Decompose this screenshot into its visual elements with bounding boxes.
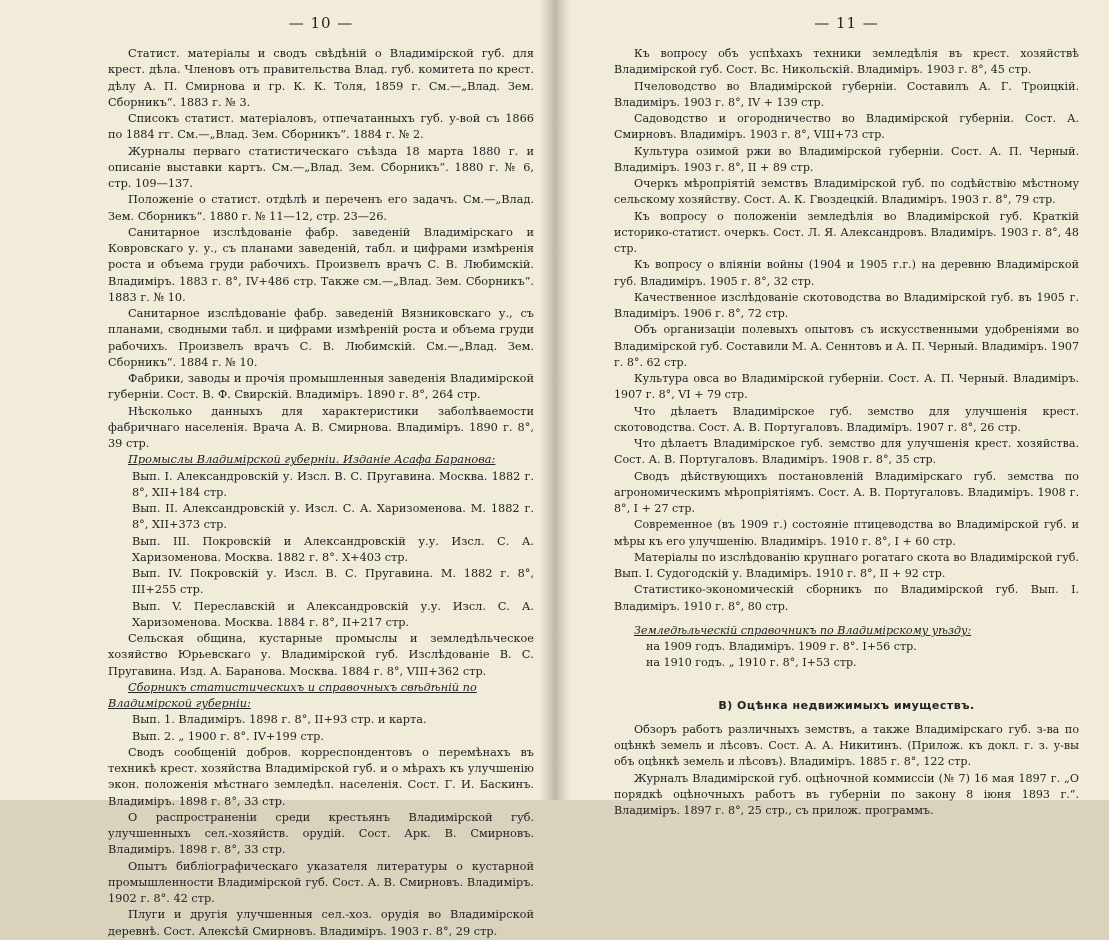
list-item: Очеркъ мѣропріятій земствъ Владимірской губ. по содѣйствію мѣстному сельскому хозяйству. Сост. А. К. Гвоздецкій. Владиміръ. 1903 г. 8°, 79 стр. (614, 177, 1079, 207)
list-item: Журналъ Владимірской губ. оцѣночной коммиссіи (№ 7) 16 мая 1897 г. „О порядкѣ оцѣночныхъ работъ въ губерніи по закону 8 іюня 1893 г.“. Владиміръ. 1897 г. 8°, 25 стр., съ прилож. программъ. (614, 771, 1079, 817)
list-item: Обзоръ работъ различныхъ земствъ, а также Владимірскаго губ. з-ва по оцѣнкѣ земель и лѣсовъ. Сост. А. А. Никитинъ. (Прилож. къ докл. г. з. у-вы объ оцѣнкѣ земель и лѣсовъ). Владиміръ. 1885 г. 8°, 122 стр. (614, 722, 1079, 769)
list-item: Опытъ библіографическаго указателя литературы о кустарной промышленности Владимірской губ. Сост. А. В. Смирновъ. Владиміръ. 1902 г. 8°. 42 стр. (108, 859, 534, 905)
list-item: Къ вопросу объ успѣхахъ техники земледѣлія въ крест. хозяйствѣ Владимірской губ. Сост. Вс. Никольскій. Владиміръ. 1903 г. 8°, 45 стр. (614, 47, 1079, 77)
list-item: Вып. II. Александровскій у. Изсл. С. А. Харизоменова. М. 1882 г. 8°, XII+373 стр. (132, 502, 534, 532)
list-item: Современное (въ 1909 г.) состояніе птицеводства во Владимірской губ. и мѣры къ его улучшенію. Владиміръ. 1910 г. 8°, I + 60 стр. (614, 518, 1079, 548)
list-item: Вып. IV. Покровскій у. Изсл. В. С. Пругавина. М. 1882 г. 8°, III+255 стр. (132, 567, 534, 597)
list-item: Сводъ сообщеній добров. корреспондентовъ о перемѣнахъ въ техникѣ крест. хозяйства Владимірской губ. и о мѣрахъ къ улучшенію экон. положенія мѣстнаго земледѣл. населенія. Сост. Г. И. Баскинъ. Владиміръ. 1898 г. 8°, 33 стр. (108, 745, 534, 808)
list-item: Статист. матеріалы и сводъ свѣдѣній о Владимірской губ. для крест. дѣла. Членовъ отъ правительства Влад. губ. комитета по крест. дѣлу А. П. Смирнова и гр. К. К. Толя, 1859 г. См.—„Влад. Зем. Сборникъ“. 1883 г. № 3. (108, 47, 534, 109)
list-item: Положеніе о статист. отдѣлѣ и переченъ его задачъ. См.—„Влад. Зем. Сборникъ“. 1880 г. № 11—12, стр. 23—26. (108, 193, 534, 223)
list-item: Вып. 1. Владиміръ. 1898 г. 8°, II+93 стр. и карта. (132, 713, 427, 727)
list-item: Къ вопросу о положеніи земледѣлія во Владимірской губ. Краткій историко-статист. очеркъ. Сост. Л. Я. Александровъ. Владиміръ. 1903 г. 8°, 48 стр. (614, 209, 1079, 255)
section-heading (108, 680, 534, 713)
list-item: Къ вопросу о вліяніи войны (1904 и 1905 г.г.) на деревню Владимірской губ. Владиміръ. 1905 г. 8°, 32 стр. (614, 258, 1079, 288)
list-item: Плуги и другія улучшенныя сел.-хоз. орудія во Владимірской деревнѣ. Сост. Алексѣй Смирновъ. Владиміръ. 1903 г. 8°, 29 стр. (108, 908, 534, 938)
list-item: Что дѣлаетъ Владимірское губ. земство для улучшенія крест. скотоводства. Сост. А. В. Португаловъ. Владиміръ. 1907 г. 8°, 26 стр. (614, 404, 1079, 434)
section-heading (614, 623, 1079, 639)
left-entries (108, 46, 534, 940)
list-item: Вып. I. Александровскій у. Изсл. В. С. Пругавина. Москва. 1882 г. 8°, XII+184 стр. (132, 469, 534, 499)
page-number-left: — 10 — (288, 14, 354, 32)
right-page (552, 0, 1109, 817)
list-item: Сводъ дѣйствующихъ постановленій Владимірскаго губ. земства по агрономическимъ мѣропріятіямъ. Сост. А. В. Португаловъ. Владиміръ. 1908 г. 8°, I + 27 стр. (614, 469, 1079, 515)
list-item: Статистико-экономическій сборникъ по Владимірской губ. Вып. I. Владиміръ. 1910 г. 8°, 80 стр. (614, 583, 1079, 613)
list-item: Вып. III. Покровскій и Александровскій у.у. Изсл. С. А. Харизоменова. Москва. 1882 г. 8°. X+403 стр. (132, 534, 534, 564)
list-item: Культура озимой ржи во Владимірской губерніи. Сост. А. П. Черный. Владиміръ. 1903 г. 8°, II + 89 стр. (614, 144, 1079, 174)
spravochnik-heading: Земледѣльческій справочникъ по Владимірскому уѣзду: (634, 623, 972, 637)
list-item: Вып. 2. „ 1900 г. 8°. IV+199 стр. (132, 729, 324, 743)
list-item: Сельская община, кустарные промыслы и земледѣльческое хозяйство Юрьевскаго у. Владимірской губ. Изслѣдованіе В. С. Пругавина. Изд. А. Баранова. Москва. 1884 г. 8°, VIII+362 стр. (108, 632, 534, 678)
list-item: Фабрики, заводы и прочія промышленныя заведенія Владимірской губерніи. Сост. В. Ф. Свирскій. Владиміръ. 1890 г. 8°, 264 стр. (108, 372, 534, 402)
section-title: В) Оцѣнка недвижимыхъ имуществъ. (718, 698, 975, 712)
list-item: Санитарное изслѣдованіе фабр. заведеній Владимірскаго и Ковровскаго у. у., съ планами заведеній, табл. и цифрами измѣренія роста и объема груди рабочихъ. Произвелъ врачъ С. В. Любимскій. Владиміръ. 1883 г. 8°, IV+486 стр. Также см.—„Влад. Зем. Сборникъ“. 1883 г. № 10. (108, 225, 534, 304)
left-page (0, 0, 552, 938)
list-item: на 1909 годъ. Владиміръ. 1909 г. 8°. I+56 стр. (646, 640, 917, 653)
sbornik-heading: Сборникъ статистическихъ и справочныхъ свѣдѣній по Владимірской губерніи: (108, 680, 477, 710)
page-number-right: — 11 — (814, 14, 879, 32)
list-item: Что дѣлаетъ Владимірское губ. земство для улучшенія крест. хозяйства. Сост. А. В. Португаловъ. Владиміръ. 1908 г. 8°, 35 стр. (614, 437, 1079, 467)
list-item: Матеріалы по изслѣдованію крупнаго рогатаго скота во Владимірской губ. Вып. I. Судогодскій у. Владиміръ. 1910 г. 8°, II + 92 стр. (614, 550, 1079, 580)
list-item: Нѣсколько данныхъ для характеристики заболѣваемости фабричнаго населенія. Врача А. В. Смирнова. Владиміръ. 1890 г. 8°, 39 стр. (108, 404, 534, 450)
section-heading (108, 452, 534, 468)
list-item: Качественное изслѣдованіе скотоводства во Владимірской губ. въ 1905 г. Владиміръ. 1906 г. 8°, 72 стр. (614, 290, 1079, 320)
list-item: Вып. V. Переславскій и Александровскій у.у. Изсл. С. А. Харизоменова. Москва. 1884 г. 8°, II+217 стр. (132, 599, 534, 629)
right-entries (614, 46, 1079, 819)
promysly-heading: Промыслы Владимірской губерніи. Изданіе Асафа Баранова: (128, 453, 496, 467)
list-item: Журналы перваго статистическаго съѣзда 18 марта 1880 г. и описаніе выставки картъ. См.—„Влад. Зем. Сборникъ“. 1880 г. № 6, стр. 109—137. (108, 144, 534, 190)
list-item: Пчеловодство во Владимірской губерніи. Составилъ А. Г. Троицкій. Владиміръ. 1903 г. 8°, IV + 139 стр. (614, 79, 1079, 109)
list-item: Объ организаціи полевыхъ опытовъ съ искусственными удобреніями во Владимірской губ. Составили М. А. Сеннтовъ и А. П. Черный. Владиміръ. 1907 г. 8°. 62 стр. (614, 323, 1079, 369)
list-item: Садоводство и огородничество во Владимірской губерніи. Сост. А. Смирновъ. Владиміръ. 1903 г. 8°, VIII+73 стр. (614, 112, 1079, 142)
list-item: Санитарное изслѣдованіе фабр. заведеній Вязниковскаго у., съ планами, сводными табл. и цифрами измѣреній роста и объема груди рабочихъ. Произвелъ врачъ С. В. Любимскій. См.—„Влад. Зем. Сборникъ“. 1884 г. № 10. (108, 307, 534, 369)
list-item: О распространеніи среди крестьянъ Владимірской губ. улучшенныхъ сел.-хозяйств. орудій. Сост. Арк. В. Смирновъ. Владиміръ. 1898 г. 8°, 33 стр. (108, 810, 534, 857)
list-item: Списокъ статист. матеріаловъ, отпечатанныхъ губ. у-вой съ 1866 по 1884 гг. См.—„Влад. Зем. Сборникъ“. 1884 г. № 2. (108, 112, 534, 142)
list-item: Культура овса во Владимірской губерніи. Сост. А. П. Черный. Владиміръ. 1907 г. 8°, VI + 79 стр. (614, 372, 1079, 402)
spacer (614, 615, 1079, 623)
list-item: на 1910 годъ. „ 1910 г. 8°, I+53 стр. (646, 656, 857, 670)
